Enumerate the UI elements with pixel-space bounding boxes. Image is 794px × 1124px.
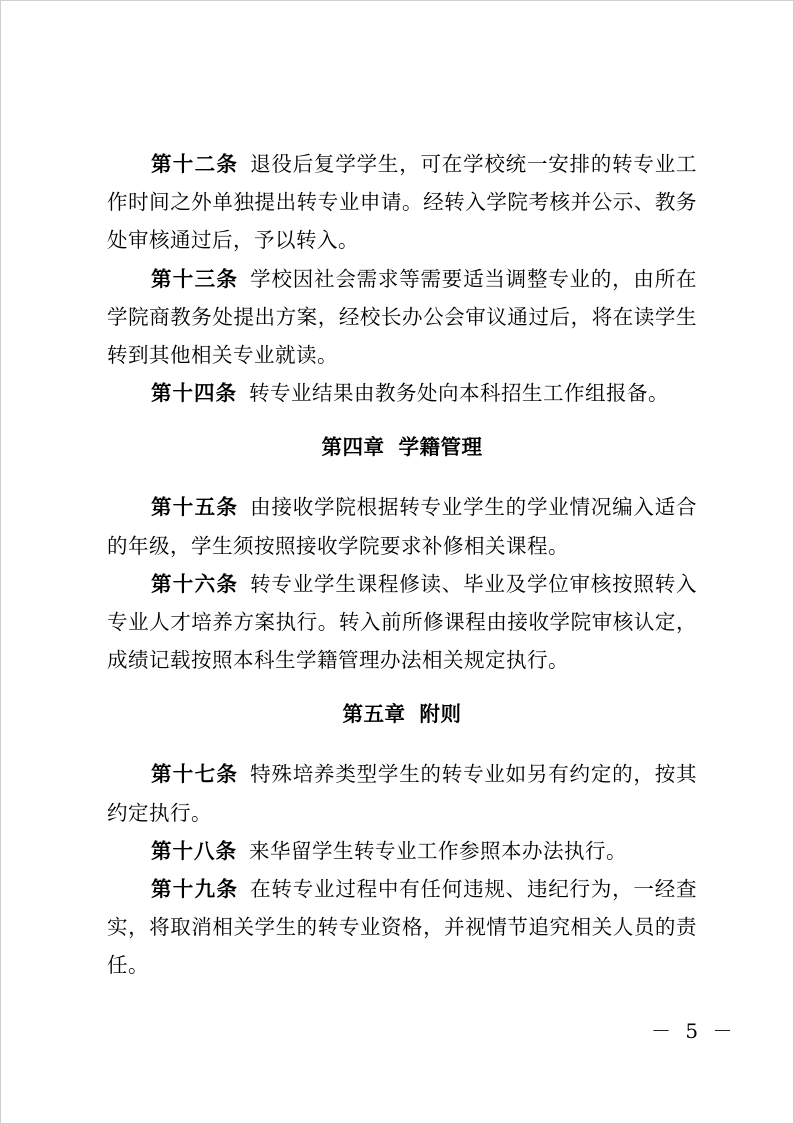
chapter-heading-5 bbox=[107, 695, 697, 733]
article-text: 学校因社会需求等需要适当调整专业的，由所在学院商教务处提出方案，经校长办公会审议通过后，将在读学生转到其他相关专业就读。 bbox=[107, 266, 698, 368]
article-label: 第十六条 bbox=[151, 571, 239, 596]
article-label: 第十九条 bbox=[151, 877, 239, 902]
chapter-number: 第四章 bbox=[321, 435, 385, 460]
article-18 bbox=[107, 832, 697, 870]
article-13 bbox=[107, 260, 697, 375]
spacer bbox=[107, 466, 697, 488]
chapter-title: 学籍管理 bbox=[398, 435, 483, 460]
article-text: 转专业结果由教务处向本科招生工作组报备。 bbox=[249, 381, 669, 406]
page-number: － 5 － bbox=[651, 1019, 737, 1043]
article-label: 第十八条 bbox=[151, 838, 237, 863]
page-content bbox=[107, 145, 697, 985]
article-label: 第十二条 bbox=[151, 152, 239, 176]
article-17 bbox=[107, 755, 697, 831]
article-text: 来华留学生转专业工作参照本办法执行。 bbox=[249, 838, 627, 863]
chapter-title: 附则 bbox=[419, 702, 462, 727]
article-text: 特殊培养类型学生的转专业如另有约定的，按其约定执行。 bbox=[107, 762, 698, 825]
article-text: 在转专业过程中有任何违规、违纪行为，一经查实，将取消相关学生的转专业资格，并视情节追究相关人员的责任。 bbox=[107, 877, 698, 978]
article-16 bbox=[107, 565, 697, 680]
article-label: 第十七条 bbox=[151, 762, 239, 787]
article-text: 由接收学院根据转专业学生的学业情况编入适合的年级，学生须按照接收学院要求补修相关课程。 bbox=[107, 495, 698, 558]
article-14 bbox=[107, 374, 697, 412]
chapter-heading-4 bbox=[107, 428, 697, 466]
article-label: 第十五条 bbox=[151, 495, 239, 520]
spacer bbox=[107, 412, 697, 428]
article-15 bbox=[107, 488, 697, 564]
chapter-number: 第五章 bbox=[342, 702, 406, 727]
article-text: 转专业学生课程修读、毕业及学位审核按照转入专业人才培养方案执行。转入前所修课程由接收学院审核认定，成绩记载按照本科生学籍管理办法相关规定执行。 bbox=[107, 571, 698, 673]
article-12 bbox=[107, 145, 697, 260]
article-label: 第十四条 bbox=[151, 381, 237, 406]
article-text: 退役后复学学生，可在学校统一安排的转专业工作时间之外单独提出转专业申请。经转入学院考核并公示、教务处审核通过后，予以转入。 bbox=[107, 152, 698, 253]
spacer bbox=[107, 733, 697, 755]
spacer bbox=[107, 679, 697, 695]
article-label: 第十三条 bbox=[151, 266, 239, 291]
article-19 bbox=[107, 870, 697, 985]
